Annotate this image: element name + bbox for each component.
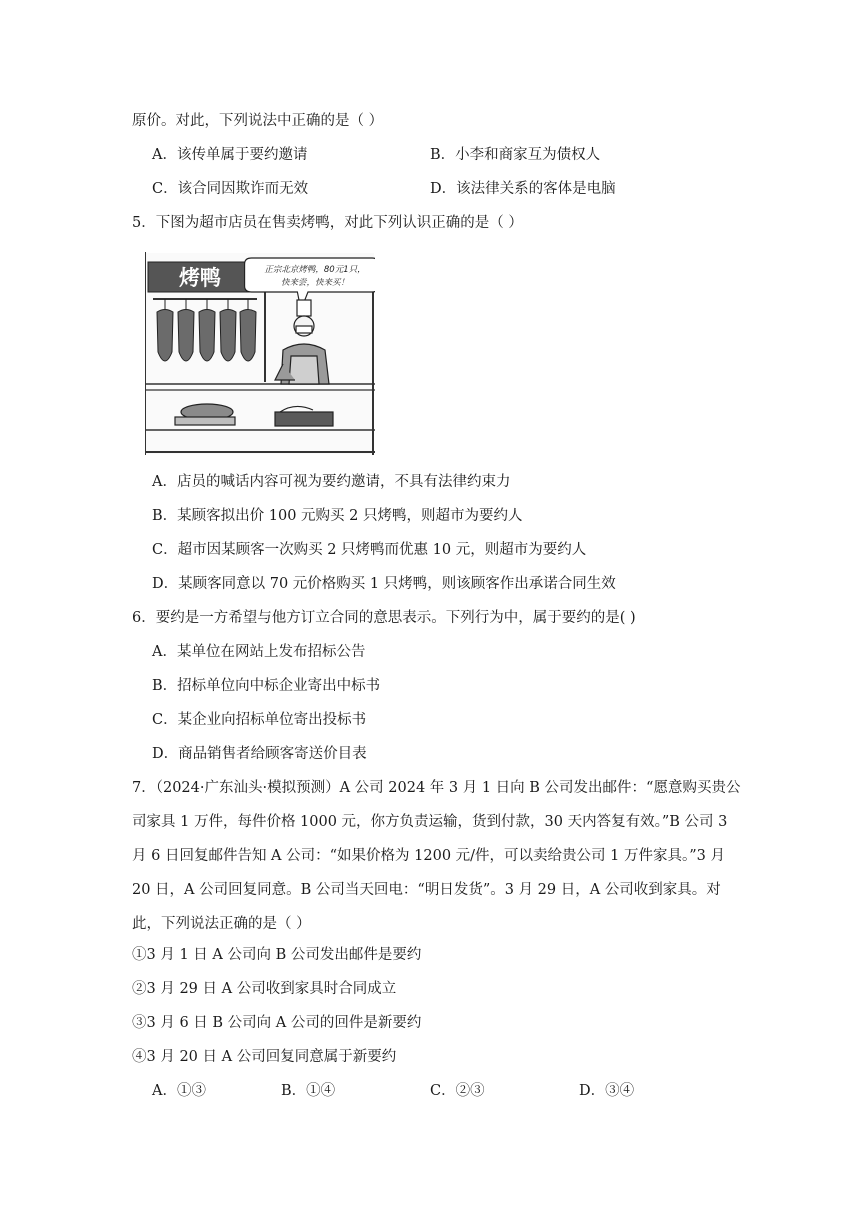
- q6-option-a[interactable]: A．某单位在网站上发布招标公告: [152, 644, 366, 660]
- q5-option-c[interactable]: C．超市因某顾客一次购买 2 只烤鸭而优惠 10 元，则超市为要约人: [152, 542, 587, 558]
- q7-option-a[interactable]: A．①③: [152, 1083, 206, 1099]
- q7-statement-4: ④3 月 20 日 A 公司回复同意属于新要约: [132, 1049, 397, 1065]
- q6-option-c[interactable]: C．某企业向招标单位寄出投标书: [152, 712, 367, 728]
- q6-option-b[interactable]: B．招标单位向中标企业寄出中标书: [152, 678, 381, 694]
- q5-option-b[interactable]: B．某顾客拟出价 100 元购买 2 只烤鸭，则超市为要约人: [152, 508, 523, 524]
- q7-statement-3: ③3 月 6 日 B 公司向 A 公司的回件是新要约: [132, 1015, 422, 1031]
- q7-option-d[interactable]: D．③④: [579, 1083, 635, 1099]
- q6-stem: 6．要约是一方希望与他方订立合同的意思表示。下列行为中，属于要约的是( ): [132, 610, 636, 626]
- q7-statement-1: ①3 月 1 日 A 公司向 B 公司发出邮件是要约: [132, 947, 422, 963]
- q7-option-b[interactable]: B．①④: [281, 1083, 336, 1099]
- q7-statement-2: ②3 月 29 日 A 公司收到家具时合同成立: [132, 981, 397, 997]
- q4-option-d[interactable]: D．该法律关系的客体是电脑: [430, 181, 616, 197]
- q4-option-a[interactable]: A．该传单属于要约邀请: [152, 147, 308, 163]
- q4-option-c[interactable]: C．该合同因欺诈而无效: [152, 181, 309, 197]
- q7-stem-line-5: 此，下列说法正确的是（ ）: [132, 916, 311, 932]
- speech-line-1: 正宗北京烤鸭，80元1只，: [264, 265, 366, 275]
- q5-stem: 5．下图为超市店员在售卖烤鸭，对此下列认识正确的是（ ）: [132, 215, 523, 231]
- q5-option-d[interactable]: D．某顾客同意以 70 元价格购买 1 只烤鸭，则该顾客作出承诺合同生效: [152, 576, 616, 592]
- q7-stem-line-3: 月 6 日回复邮件告知 A 公司：“如果价格为 1200 元/件，可以卖给贵公司 1 万件家具。”3 月: [132, 848, 725, 864]
- q7-stem-line-4: 20 日，A 公司回复同意。B 公司当天回电：“明日发货”。3 月 29 日，A 公司收到家具。对: [132, 882, 721, 898]
- q5-option-a[interactable]: A．店员的喊话内容可视为要约邀请，不具有法律约束力: [152, 474, 511, 490]
- q4-option-b[interactable]: B．小李和商家互为债权人: [430, 147, 601, 163]
- q7-stem-line-1: 7．（2024·广东汕头·模拟预测）A 公司 2024 年 3 月 1 日向 B 公司发出邮件：“愿意购买贵公: [132, 780, 741, 796]
- roast-duck-shop-illustration: [145, 252, 375, 455]
- q7-stem-line-2: 司家具 1 万件，每件价格 1000 元，你方负责运输，货到付款，30 天内答复有效。”B 公司 3: [132, 814, 728, 830]
- q4-stem-tail: 原价。对此，下列说法中正确的是（ ）: [132, 113, 384, 129]
- shop-sign-text: 烤鸭: [179, 266, 221, 290]
- q6-option-d[interactable]: D．商品销售者给顾客寄送价目表: [152, 746, 367, 762]
- q7-option-c[interactable]: C．②③: [430, 1083, 485, 1099]
- speech-line-2: 快来尝，快来买！: [280, 278, 350, 288]
